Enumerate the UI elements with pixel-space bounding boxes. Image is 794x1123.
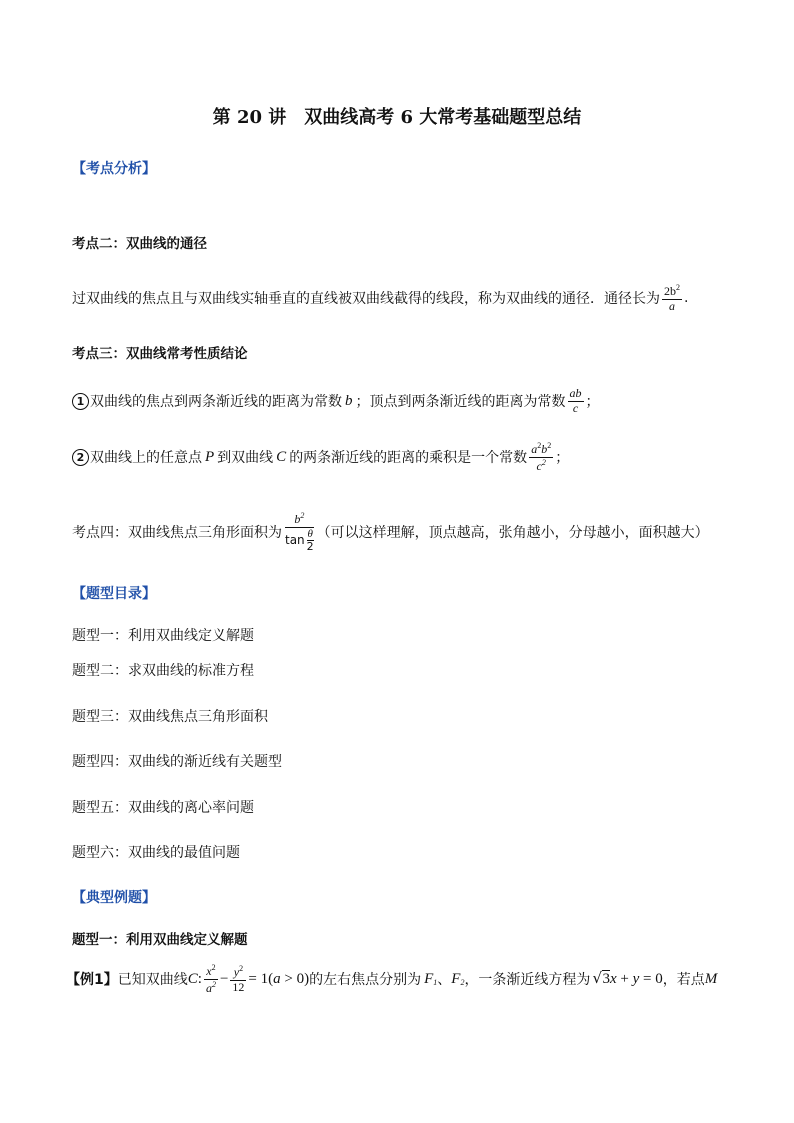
example-x-num: x: [206, 963, 212, 978]
kp2-frac-sup: 2: [676, 282, 680, 292]
example-cond-rest: > 0): [280, 970, 310, 987]
kp3-item2-frac-sup-b: 2: [547, 440, 552, 450]
kp3-item2-var-p: P: [205, 448, 215, 465]
section-examples-heading: 【典型例题】: [72, 890, 156, 906]
kp3-item2-fraction: [529, 441, 553, 474]
example-sqrt: [594, 971, 610, 988]
example-a-den: a: [205, 980, 212, 995]
kp4-note: （可以这样理解，顶点越高，张角越小，分母越小，面积越大）: [316, 525, 709, 541]
kp3-item2-end: ；: [555, 450, 570, 466]
kp2-paragraph: [72, 278, 688, 318]
example-var-c: C: [187, 970, 198, 987]
example-minus: −: [219, 970, 229, 987]
example-f2: F: [451, 970, 461, 987]
circled-number-icon: 1: [72, 393, 89, 410]
example-text-b: 的左右焦点分别为: [309, 972, 422, 988]
example-fraction-x: [204, 963, 218, 996]
kp3-item2-text-b: 到双曲线: [217, 450, 274, 466]
example-eq: = 1(: [248, 970, 274, 987]
kp3-item1-text-b: ；顶点到两条渐近线的距离为常数: [355, 394, 566, 410]
page-title: 第 20 讲 双曲线高考 6 大常考基础题型总结: [212, 107, 582, 128]
kp3-item1-frac-num: ab: [569, 385, 582, 400]
kp2-end: .: [684, 290, 689, 306]
catalog-item: 题型五：双曲线的离心率问题: [72, 800, 254, 816]
example-cond-a: a: [273, 970, 281, 987]
example-asym-plus: +: [616, 970, 633, 987]
kp3-item2-frac-a: a: [531, 441, 538, 456]
catalog-item: 题型六：双曲线的最值问题: [72, 845, 240, 861]
example-den-12: 12: [232, 979, 245, 994]
example-fraction-y: [230, 964, 246, 995]
example-sep: 、: [437, 972, 452, 988]
kp4-text: 考点四：双曲线焦点三角形面积为: [72, 525, 282, 541]
example-y-num: y: [233, 964, 240, 979]
kp4-theta: θ: [307, 527, 313, 540]
kp3-heading: 考点三：双曲线常考性质结论: [72, 346, 248, 362]
kp3-item2-frac-sup-a: 2: [537, 440, 542, 450]
example-asym-y: y: [632, 970, 640, 987]
kp3-item1-end: ；: [585, 394, 600, 410]
example-var-m: M: [704, 970, 718, 987]
example-x-sup: 2: [211, 962, 216, 972]
example-a-sup: 2: [211, 979, 216, 989]
circled-number-icon: 2: [72, 449, 89, 466]
kp4-num: b: [294, 512, 301, 527]
kp2-heading: 考点二：双曲线的通径: [72, 236, 207, 252]
kp3-item2-text-c: 的两条渐近线的距离的乘积是一个常数: [289, 450, 528, 466]
example-f1-sub: 1: [433, 977, 438, 987]
catalog-item: 题型四：双曲线的渐近线有关题型: [72, 754, 282, 770]
example-y-sup: 2: [239, 963, 244, 973]
example-text-d: ，若点: [662, 972, 705, 988]
kp4-area-fraction: [285, 511, 314, 553]
example-1-paragraph: [66, 958, 717, 1000]
example-asym-eq: = 0: [639, 970, 663, 987]
kp2-latus-fraction: [662, 283, 682, 314]
catalog-item: 题型二：求双曲线的标准方程: [72, 663, 254, 679]
catalog-item: 题型三：双曲线焦点三角形面积: [72, 709, 268, 725]
example-sqrt3: 3: [602, 970, 610, 987]
kp4-tan: tan: [285, 532, 305, 547]
example-label: 【例1】: [66, 972, 118, 988]
kp3-item2-frac-den-sup: 2: [541, 457, 546, 467]
kp3-item-1: [72, 381, 600, 421]
kp2-text: 过双曲线的焦点且与双曲线实轴垂直的直线被双曲线截得的线段，称为双曲线的通径．通径长为: [72, 291, 660, 307]
example-f1: F: [424, 970, 434, 987]
section-catalog-heading: 【题型目录】: [72, 586, 156, 602]
example-f2-sub: 2: [460, 977, 465, 987]
kp3-item1-text-a: 双曲线的焦点到两条渐近线的距离为常数: [90, 394, 342, 410]
kp2-frac-den: a: [669, 298, 675, 313]
example-text-a: 已知双曲线: [117, 972, 188, 988]
kp3-item2-frac-den: c: [536, 458, 542, 473]
example-type-heading: 题型一：利用双曲线定义解题: [72, 932, 248, 948]
kp3-item1-fraction: [568, 387, 584, 416]
kp4-num-sup: 2: [300, 511, 305, 521]
catalog-item: 题型一：利用双曲线定义解题: [72, 628, 254, 644]
kp3-item1-frac-den: c: [572, 400, 579, 415]
example-text-c: ，一条渐近线方程为: [464, 972, 591, 988]
section-analysis-heading: 【考点分析】: [72, 161, 156, 177]
example-colon: :: [197, 970, 202, 987]
kp3-item-2: [72, 437, 569, 477]
kp4-two: 2: [306, 539, 314, 553]
example-asym-x: x: [609, 970, 617, 987]
kp3-item2-text-a: 双曲线上的任意点: [90, 450, 202, 466]
kp3-item2-var-c: C: [276, 448, 287, 465]
kp3-item2-frac-b: b: [541, 441, 548, 456]
kp2-frac-num: 2b: [664, 283, 676, 298]
kp4-paragraph: [72, 505, 709, 559]
kp3-item1-var-b: b: [345, 392, 353, 409]
